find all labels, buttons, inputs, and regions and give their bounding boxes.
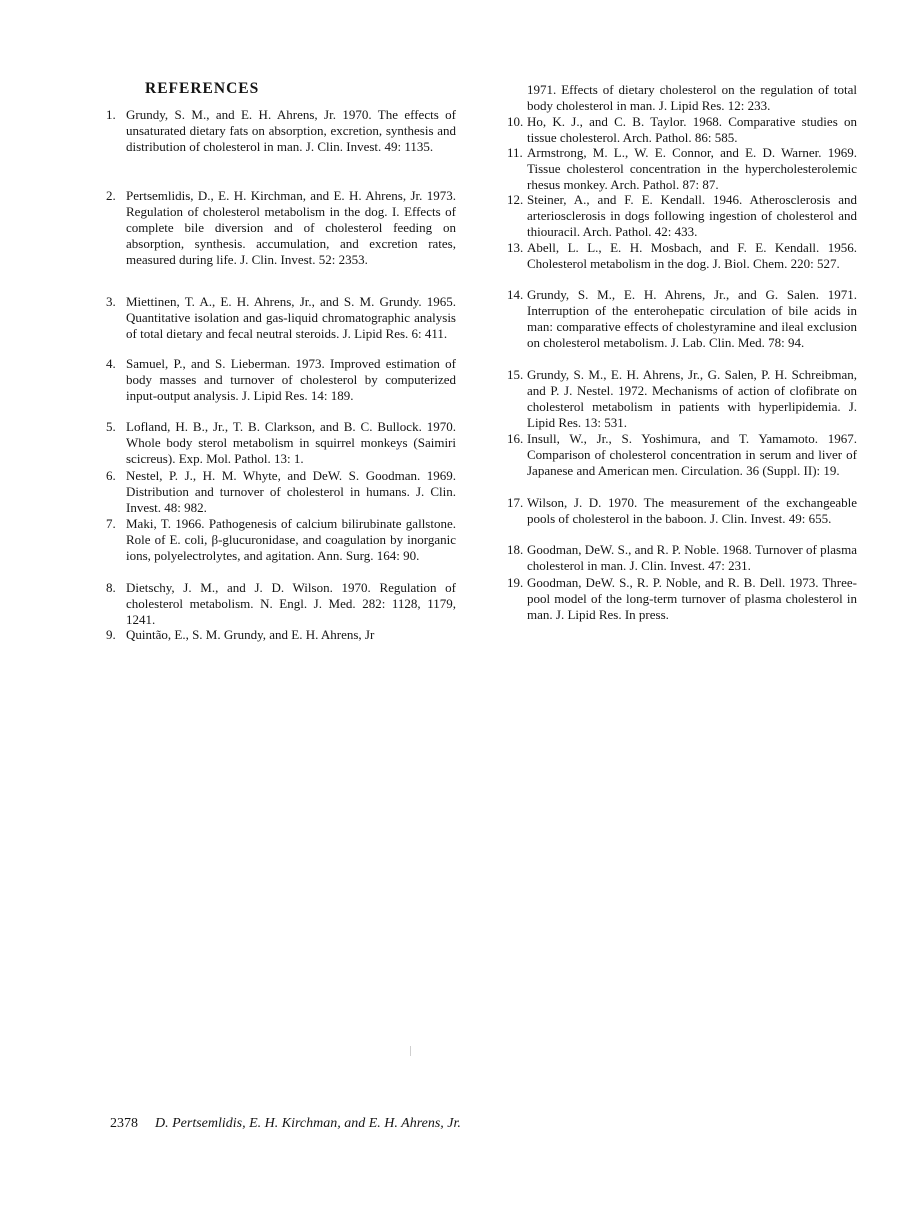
- reference-text: Dietschy, J. M., and J. D. Wilson. 1970. Regulation of cholesterol metabolism. N. Engl. J. Med. 282: 1128, 1179, 1241.: [126, 580, 456, 627]
- reference-text: Ho, K. J., and C. B. Taylor. 1968. Comparative studies on tissue cholesterol. Arch. Pathol. 86: 585.: [527, 114, 857, 145]
- reference-text: Grundy, S. M., and E. H. Ahrens, Jr. 1970. The effects of unsaturated dietary fats on absorption, excretion, synthesis and distribution of cholesterol in man. J. Clin. Invest. 49: 1135.: [126, 107, 456, 154]
- reference-number: 14.: [507, 287, 524, 302]
- reference-text: Goodman, DeW. S., R. P. Noble, and R. B. Dell. 1973. Three-pool model of the long-term turnover of plasma cholesterol in man. J. Lipid Res. In press.: [527, 575, 857, 622]
- reference-text: Wilson, J. D. 1970. The measurement of the exchangeable pools of cholesterol in the baboon. J. Clin. Invest. 49: 655.: [527, 495, 857, 526]
- reference-item: [507, 145, 857, 193]
- reference-item: [507, 431, 857, 479]
- reference-number: 5.: [106, 419, 116, 434]
- reference-number: 19.: [507, 575, 524, 590]
- reference-item: [507, 114, 857, 146]
- references-heading: REFERENCES: [145, 80, 260, 97]
- reference-text: Miettinen, T. A., E. H. Ahrens, Jr., and S. M. Grundy. 1965. Quantitative isolation and gas-liquid chromatographic analysis of total dietary and fecal neutral steroids. J. Lipid Res. 6: 411.: [126, 294, 456, 341]
- reference-text: Nestel, P. J., H. M. Whyte, and DeW. S. Goodman. 1969. Distribution and turnover of cholesterol in humans. J. Clin. Invest. 48: 982.: [126, 468, 456, 515]
- reference-number: 1.: [106, 107, 116, 122]
- reference-item: [507, 192, 857, 240]
- page-number: 2378: [110, 1116, 138, 1131]
- reference-item: [106, 627, 456, 643]
- reference-text: 1971. Effects of dietary cholesterol on the regulation of total body cholesterol in man. J. Lipid Res. 12: 233.: [527, 82, 857, 113]
- reference-number: 17.: [507, 495, 524, 510]
- reference-item: [507, 367, 857, 431]
- reference-text: Goodman, DeW. S., and R. P. Noble. 1968. Turnover of plasma cholesterol in man. J. Clin. Invest. 47: 231.: [527, 542, 857, 573]
- reference-number: 2.: [106, 188, 116, 203]
- reference-item: [106, 419, 456, 467]
- reference-text: Insull, W., Jr., S. Yoshimura, and T. Yamamoto. 1967. Comparison of cholesterol concentration in serum and liver of Japanese and American men. Circulation. 36 (Suppl. II): 19.: [527, 431, 857, 478]
- reference-item: [106, 516, 456, 564]
- reference-number: 9.: [106, 627, 116, 642]
- column-divider: [410, 1046, 411, 1056]
- reference-text: Pertsemlidis, D., E. H. Kirchman, and E. H. Ahrens, Jr. 1973. Regulation of cholesterol metabolism in the dog. I. Effects of complete bile diversion and of cholesterol feeding on absorption, synthesis. accumulation, and excretion rates, measured during life. J. Clin. Invest. 52: 2353.: [126, 188, 456, 267]
- reference-number: 6.: [106, 468, 116, 483]
- reference-item: [106, 356, 456, 404]
- reference-item: [106, 468, 456, 516]
- reference-text: Quintão, E., S. M. Grundy, and E. H. Ahrens, Jr: [126, 627, 375, 642]
- reference-number: 4.: [106, 356, 116, 371]
- reference-number: 7.: [106, 516, 116, 531]
- reference-text: Lofland, H. B., Jr., T. B. Clarkson, and B. C. Bullock. 1970. Whole body sterol metabolism in squirrel monkeys (Saimiri scicreus). Exp. Mol. Pathol. 13: 1.: [126, 419, 456, 466]
- reference-item: [507, 287, 857, 351]
- reference-text: Abell, L. L., E. H. Mosbach, and F. E. Kendall. 1956. Cholesterol metabolism in the dog. J. Biol. Chem. 220: 527.: [527, 240, 857, 271]
- reference-text: Maki, T. 1966. Pathogenesis of calcium bilirubinate gallstone. Role of E. coli, β-glucuronidase, and coagulation by inorganic ions, polyelectrolytes, and agitation. Ann. Surg. 164: 90.: [126, 516, 456, 563]
- reference-number: 8.: [106, 580, 116, 595]
- reference-number: 10.: [507, 114, 524, 129]
- reference-text: Grundy, S. M., E. H. Ahrens, Jr., and G. Salen. 1971. Interruption of the enterohepatic circulation of bile acids in man: comparative effects of cholestyramine and ileal exclusion on cholesterol metabolism. J. Lab. Clin. Med. 78: 94.: [527, 287, 857, 350]
- reference-item: [106, 294, 456, 342]
- reference-number: 12.: [507, 192, 524, 207]
- reference-number: 11.: [507, 145, 523, 160]
- reference-item: [106, 107, 456, 155]
- reference-item: [106, 188, 456, 268]
- reference-number: 15.: [507, 367, 524, 382]
- reference-text: Armstrong, M. L., W. E. Connor, and E. D. Warner. 1969. Tissue cholesterol concentration in the hypercholesterolemic rhesus monkey. Arch. Pathol. 87: 87.: [527, 145, 857, 192]
- reference-item: [507, 240, 857, 272]
- reference-item: [507, 495, 857, 527]
- reference-number: 18.: [507, 542, 524, 557]
- reference-number: 16.: [507, 431, 524, 446]
- reference-item: [507, 575, 857, 623]
- running-footer-authors: D. Pertsemlidis, E. H. Kirchman, and E. H. Ahrens, Jr.: [155, 1116, 461, 1131]
- reference-number: 13.: [507, 240, 524, 255]
- reference-text: Grundy, S. M., E. H. Ahrens, Jr., G. Salen, P. H. Schreibman, and P. J. Nestel. 1972. Mechanisms of action of clofibrate on cholesterol metabolism in patients with hyperlipidemia. J. Lipid Res. 13: 531.: [527, 367, 857, 430]
- reference-item: [507, 82, 857, 114]
- reference-item: [106, 580, 456, 628]
- reference-text: Samuel, P., and S. Lieberman. 1973. Improved estimation of body masses and turnover of cholesterol by computerized input-output analysis. J. Lipid Res. 14: 189.: [126, 356, 456, 403]
- reference-text: Steiner, A., and F. E. Kendall. 1946. Atherosclerosis and arteriosclerosis in dogs following ingestion of cholesterol and thiouracil. Arch. Pathol. 42: 433.: [527, 192, 857, 239]
- reference-item: [507, 542, 857, 574]
- reference-number: 3.: [106, 294, 116, 309]
